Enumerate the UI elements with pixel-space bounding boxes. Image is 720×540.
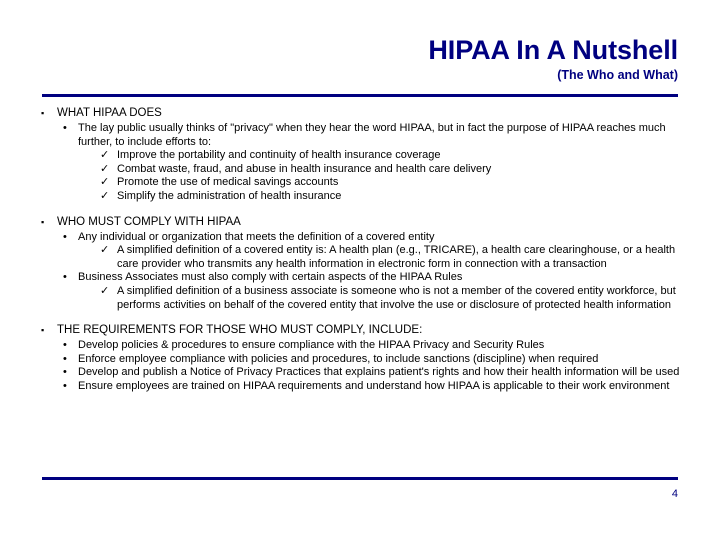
bullet-row	[0, 244, 720, 271]
check-bullet-icon: ✓	[100, 176, 110, 189]
dot-bullet-icon: •	[63, 339, 67, 352]
square-bullet-icon: ▪	[41, 216, 45, 227]
square-bullet-icon: ▪	[41, 325, 45, 336]
page-number: 4	[671, 488, 678, 500]
sub-bullet-text: Simplify the administration of health insurance	[117, 189, 342, 202]
footer-divider	[42, 477, 678, 480]
bullet-text: The lay public usually thinks of "privacy" when they hear the word HIPAA, but in fact the purpose of HIPAA reaches much further, to include efforts to:	[78, 122, 666, 148]
dot-bullet-icon: •	[63, 230, 67, 243]
bullet-text: Business Associates must also comply with certain aspects of the HIPAA Rules	[78, 271, 463, 284]
bullet-row	[0, 271, 720, 285]
page-title: HIPAA In A Nutshell	[428, 35, 678, 65]
page-subtitle: (The Who and What)	[557, 68, 678, 83]
bullet-row	[0, 106, 720, 121]
bullet-text: Develop policies & procedures to ensure compliance with the HIPAA Privacy and Security Rules	[78, 339, 545, 352]
sub-bullet-text: Combat waste, fraud, and abuse in health insurance and health care delivery	[117, 162, 492, 175]
bullet-row	[0, 353, 720, 367]
sub-bullet-text: Promote the use of medical savings accounts	[117, 176, 339, 189]
square-bullet-icon: ▪	[41, 108, 45, 118]
sub-bullet-text: A simplified definition of a covered entity is: A health plan (e.g., TRICARE), a health care clearinghouse, or a health care provider who transmits any health information in electronic form in connection with a transaction	[117, 244, 676, 270]
bullet-row	[0, 285, 720, 312]
dot-bullet-icon: •	[63, 271, 67, 284]
bullet-row	[0, 176, 720, 190]
content-section	[0, 106, 720, 204]
bullet-text: Enforce employee compliance with policies and procedures, to include sanctions (discipline) when required	[78, 352, 599, 365]
section-heading: WHO MUST COMPLY WITH HIPAA	[57, 215, 241, 228]
dot-bullet-icon: •	[63, 352, 67, 365]
bullet-text: Any individual or organization that meets the definition of a covered entity	[78, 230, 435, 243]
bullet-row	[0, 149, 720, 163]
content-section	[0, 215, 720, 313]
bullet-text: Develop and publish a Notice of Privacy Practices that explains patient's rights and how their health information will be used	[78, 366, 680, 379]
check-bullet-icon: ✓	[100, 149, 110, 162]
bullet-row	[0, 231, 720, 245]
dot-bullet-icon: •	[63, 122, 67, 134]
bullet-row	[0, 323, 720, 338]
slide-body	[0, 106, 720, 394]
content-section	[0, 323, 720, 393]
check-bullet-icon: ✓	[100, 162, 110, 175]
check-bullet-icon: ✓	[100, 284, 110, 297]
sub-bullet-text: A simplified definition of a business associate is someone who is not a member of the covered entity workforce, but performs activities on behalf of the covered entity that involve the use or disclosure of protected health information	[117, 284, 676, 311]
bullet-row	[0, 190, 720, 204]
section-heading: WHAT HIPAA DOES	[57, 107, 162, 119]
dot-bullet-icon: •	[63, 379, 67, 392]
slide-header	[42, 36, 678, 82]
bullet-text: Ensure employees are trained on HIPAA requirements and understand how HIPAA is applicable to their work environment	[78, 379, 670, 392]
header-divider	[42, 94, 678, 97]
bullet-row	[0, 339, 720, 353]
sub-bullet-text: Improve the portability and continuity of health insurance coverage	[117, 149, 441, 162]
bullet-row	[0, 380, 720, 394]
bullet-row	[0, 163, 720, 177]
check-bullet-icon: ✓	[100, 189, 110, 202]
bullet-row	[0, 215, 720, 230]
bullet-row	[0, 122, 720, 149]
check-bullet-icon: ✓	[100, 244, 110, 257]
dot-bullet-icon: •	[63, 366, 67, 379]
bullet-row	[0, 366, 720, 380]
section-heading: THE REQUIREMENTS FOR THOSE WHO MUST COMPLY, INCLUDE:	[57, 324, 423, 337]
